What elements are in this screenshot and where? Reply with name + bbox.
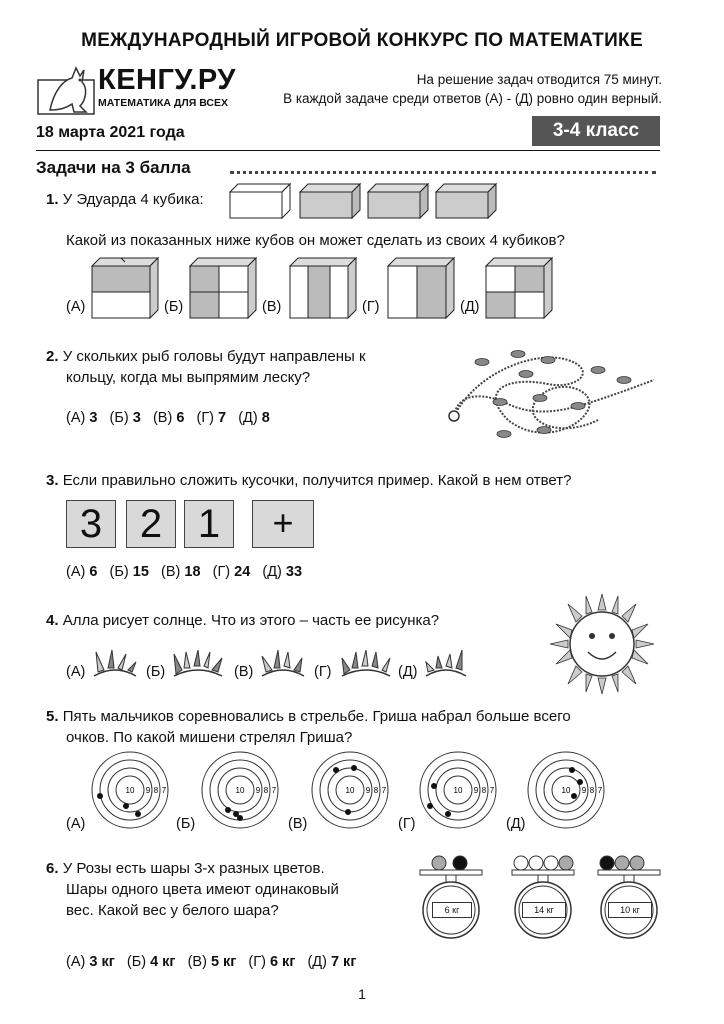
q5-ring-label: 8 xyxy=(481,786,487,795)
q4-option-d-figure[interactable] xyxy=(340,648,392,678)
q5-shot-dot xyxy=(333,767,339,773)
q5-line-1: Пять мальчиков соревновались в стрельбе. Гриша набрал больше всего xyxy=(62,708,571,725)
block-white xyxy=(230,184,290,218)
q4-option-b-label: (Б) xyxy=(146,664,166,680)
page-number: 1 xyxy=(358,986,366,1002)
q2-answer-b[interactable]: (Б) 3 xyxy=(109,410,141,426)
q5-option-d-label: (Г) xyxy=(398,816,416,832)
q6-answer-a[interactable]: (А) 3 кг xyxy=(66,954,115,970)
section-dotted-line xyxy=(230,171,656,174)
q4-option-c-label: (В) xyxy=(234,664,254,680)
q4-option-c-figure[interactable] xyxy=(260,648,306,678)
logo-name: КЕНГУ.РУ xyxy=(98,64,236,96)
q6-number: 6. xyxy=(46,860,59,877)
q5-target-5[interactable] xyxy=(526,750,606,830)
rules-line-2: В каждой задаче среди ответов (А) - (Д) ровно один верный. xyxy=(283,91,662,106)
q1-cube-c[interactable] xyxy=(290,258,356,318)
contest-title: МЕЖДУНАРОДНЫЙ ИГРОВОЙ КОНКУРС ПО МАТЕМАТИКЕ xyxy=(81,30,643,51)
q4-statement: Алла рисует солнце. Что из этого – часть ее рисунка? xyxy=(62,612,440,629)
q5-target-4[interactable] xyxy=(418,750,498,830)
q4-option-a-figure[interactable] xyxy=(92,648,138,678)
logo-tagline: МАТЕМАТИКА ДЛЯ ВСЕХ xyxy=(98,97,228,109)
q1-statement: У Эдуарда 4 кубика: xyxy=(62,191,204,208)
q2-line-2: кольцу, когда мы выпрямим леску? xyxy=(66,369,311,386)
q5-shot-dot xyxy=(135,811,141,817)
q5-target-1[interactable] xyxy=(90,750,170,830)
q1-text xyxy=(46,189,204,210)
sun-icon xyxy=(544,592,662,694)
q5-ring-label: 8 xyxy=(373,786,379,795)
q4-option-e-figure[interactable] xyxy=(424,648,468,678)
q2-answers xyxy=(66,410,270,426)
q5-ring-label: 7 xyxy=(597,786,603,795)
q5-option-b-label: (Б) xyxy=(176,816,196,832)
q2-answer-c[interactable]: (В) 6 xyxy=(152,410,185,426)
q2-line-1: У скольких рыб головы будут направлены к xyxy=(62,348,366,365)
q5-shot-dot xyxy=(351,765,357,771)
q3-piece-4: + xyxy=(252,500,314,548)
q6-answers xyxy=(66,954,356,970)
q5-ring-label: 9 xyxy=(145,786,151,795)
q3-statement: Если правильно сложить кусочки, получится пример. Какой в нем ответ? xyxy=(62,472,572,489)
q6-line-2: Шары одного цвета имеют одинаковый xyxy=(66,881,339,898)
header-divider xyxy=(36,150,660,151)
q5-ring-label: 10 xyxy=(235,786,245,795)
q6-text xyxy=(46,858,339,921)
q6-answer-d[interactable]: (Г) 6 кг xyxy=(248,954,296,970)
q4-number: 4. xyxy=(46,612,59,629)
q5-shot-dot xyxy=(445,811,451,817)
q3-number: 3. xyxy=(46,472,59,489)
q5-ring-label: 10 xyxy=(453,786,463,795)
q3-piece-3: 1 xyxy=(184,500,234,548)
q5-shot-dot xyxy=(233,811,239,817)
q2-answer-a[interactable]: (А) 3 xyxy=(66,410,98,426)
q5-ring-label: 9 xyxy=(365,786,371,795)
q6-answer-c[interactable]: (В) 5 кг xyxy=(187,954,237,970)
q5-shot-dot xyxy=(123,803,129,809)
q4-text xyxy=(46,610,439,631)
q5-ring-label: 8 xyxy=(153,786,159,795)
q3-answer-a[interactable]: (А) 6 xyxy=(66,564,98,580)
q1-question: Какой из показанных ниже кубов он может сделать из своих 4 кубиков? xyxy=(66,232,565,249)
q1-option-a-label: (А) xyxy=(66,299,86,315)
kangaroo-logo-icon xyxy=(36,60,96,116)
scale-3 xyxy=(592,852,666,946)
q5-target-3[interactable] xyxy=(310,750,390,830)
q3-answer-e[interactable]: (Д) 33 xyxy=(262,564,303,580)
scale-1-figure xyxy=(414,852,488,946)
q6-answer-b[interactable]: (Б) 4 кг xyxy=(126,954,176,970)
q3-text xyxy=(46,470,571,491)
q5-option-c-label: (В) xyxy=(288,816,308,832)
q2-answer-d[interactable]: (Г) 7 xyxy=(196,410,227,426)
q3-piece-2: 2 xyxy=(126,500,176,548)
q5-shot-dot xyxy=(431,783,437,789)
q3-answer-b[interactable]: (Б) 15 xyxy=(109,564,149,580)
q5-ring-label: 7 xyxy=(489,786,495,795)
q1-number: 1. xyxy=(46,191,59,208)
q5-shot-dot xyxy=(571,793,577,799)
scale-1 xyxy=(414,852,488,946)
q5-shot-dot xyxy=(225,807,231,813)
q5-ring-label: 10 xyxy=(561,786,571,795)
block-gray-1 xyxy=(300,184,360,218)
q1-cube-d[interactable] xyxy=(388,258,454,318)
q6-answer-e[interactable]: (Д) 7 кг xyxy=(307,954,357,970)
q5-line-2: очков. По какой мишени стрелял Гриша? xyxy=(66,729,353,746)
q5-ring-label: 10 xyxy=(125,786,135,795)
q5-number: 5. xyxy=(46,708,59,725)
q4-option-b-figure[interactable] xyxy=(172,648,224,678)
q1-option-d-label: (Г) xyxy=(362,299,380,315)
q6-line-1: У Розы есть шары 3-х разных цветов. xyxy=(62,860,325,877)
q1-cube-b[interactable] xyxy=(190,258,256,318)
q4-option-a-label: (А) xyxy=(66,664,86,680)
q5-option-e-label: (Д) xyxy=(506,816,526,832)
scale-3-figure xyxy=(592,852,666,946)
scale-3-reading: 10 кг xyxy=(608,902,652,918)
q1-cube-e[interactable] xyxy=(486,258,552,318)
block-gray-2 xyxy=(368,184,428,218)
q6-line-3: вес. Какой вес у белого шара? xyxy=(66,902,279,919)
q5-ring-label: 7 xyxy=(161,786,167,795)
q5-ring-label: 10 xyxy=(345,786,355,795)
q2-answer-e[interactable]: (Д) 8 xyxy=(238,410,270,426)
q3-piece-1: 3 xyxy=(66,500,116,548)
q1-cube-a[interactable] xyxy=(92,258,158,318)
q2-number: 2. xyxy=(46,348,59,365)
scale-2-figure xyxy=(506,852,580,946)
contest-date: 18 марта 2021 года xyxy=(36,124,185,141)
q5-ring-label: 9 xyxy=(581,786,587,795)
q1-option-c-label: (В) xyxy=(262,299,282,315)
scale-2 xyxy=(506,852,580,946)
q5-ring-label: 8 xyxy=(589,786,595,795)
q5-ring-label: 7 xyxy=(381,786,387,795)
four-blocks-figure xyxy=(230,184,500,218)
rules-text xyxy=(283,70,662,108)
q2-text xyxy=(46,346,366,388)
q4-option-e-label: (Д) xyxy=(398,664,418,680)
grade-badge: 3-4 класс xyxy=(532,116,660,146)
block-gray-3 xyxy=(436,184,496,218)
rules-line-1: На решение задач отводится 75 минут. xyxy=(416,72,662,87)
q5-shot-dot xyxy=(569,767,575,773)
q5-ring-label: 7 xyxy=(271,786,277,795)
q5-text xyxy=(46,706,571,748)
q5-option-a-label: (А) xyxy=(66,816,86,832)
q4-option-d-label: (Г) xyxy=(314,664,332,680)
q5-shot-dot xyxy=(97,793,103,799)
q5-shot-dot xyxy=(345,809,351,815)
q3-puzzle-pieces xyxy=(66,500,322,548)
fishing-line-figure xyxy=(448,340,660,446)
q1-option-e-label: (Д) xyxy=(460,299,480,315)
section-title: Задачи на 3 балла xyxy=(36,158,191,177)
q5-shot-dot xyxy=(427,803,433,809)
q3-answer-c[interactable]: (В) 18 xyxy=(161,564,201,580)
q3-answers xyxy=(66,564,302,580)
q5-shot-dot xyxy=(577,779,583,785)
q5-ring-label: 8 xyxy=(263,786,269,795)
scale-1-reading: 6 кг xyxy=(432,902,472,918)
q5-ring-label: 9 xyxy=(473,786,479,795)
q3-answer-d[interactable]: (Г) 24 xyxy=(212,564,251,580)
q1-option-b-label: (Б) xyxy=(164,299,184,315)
q5-ring-label: 9 xyxy=(255,786,261,795)
scale-2-reading: 14 кг xyxy=(522,902,566,918)
q5-target-2[interactable] xyxy=(200,750,280,830)
